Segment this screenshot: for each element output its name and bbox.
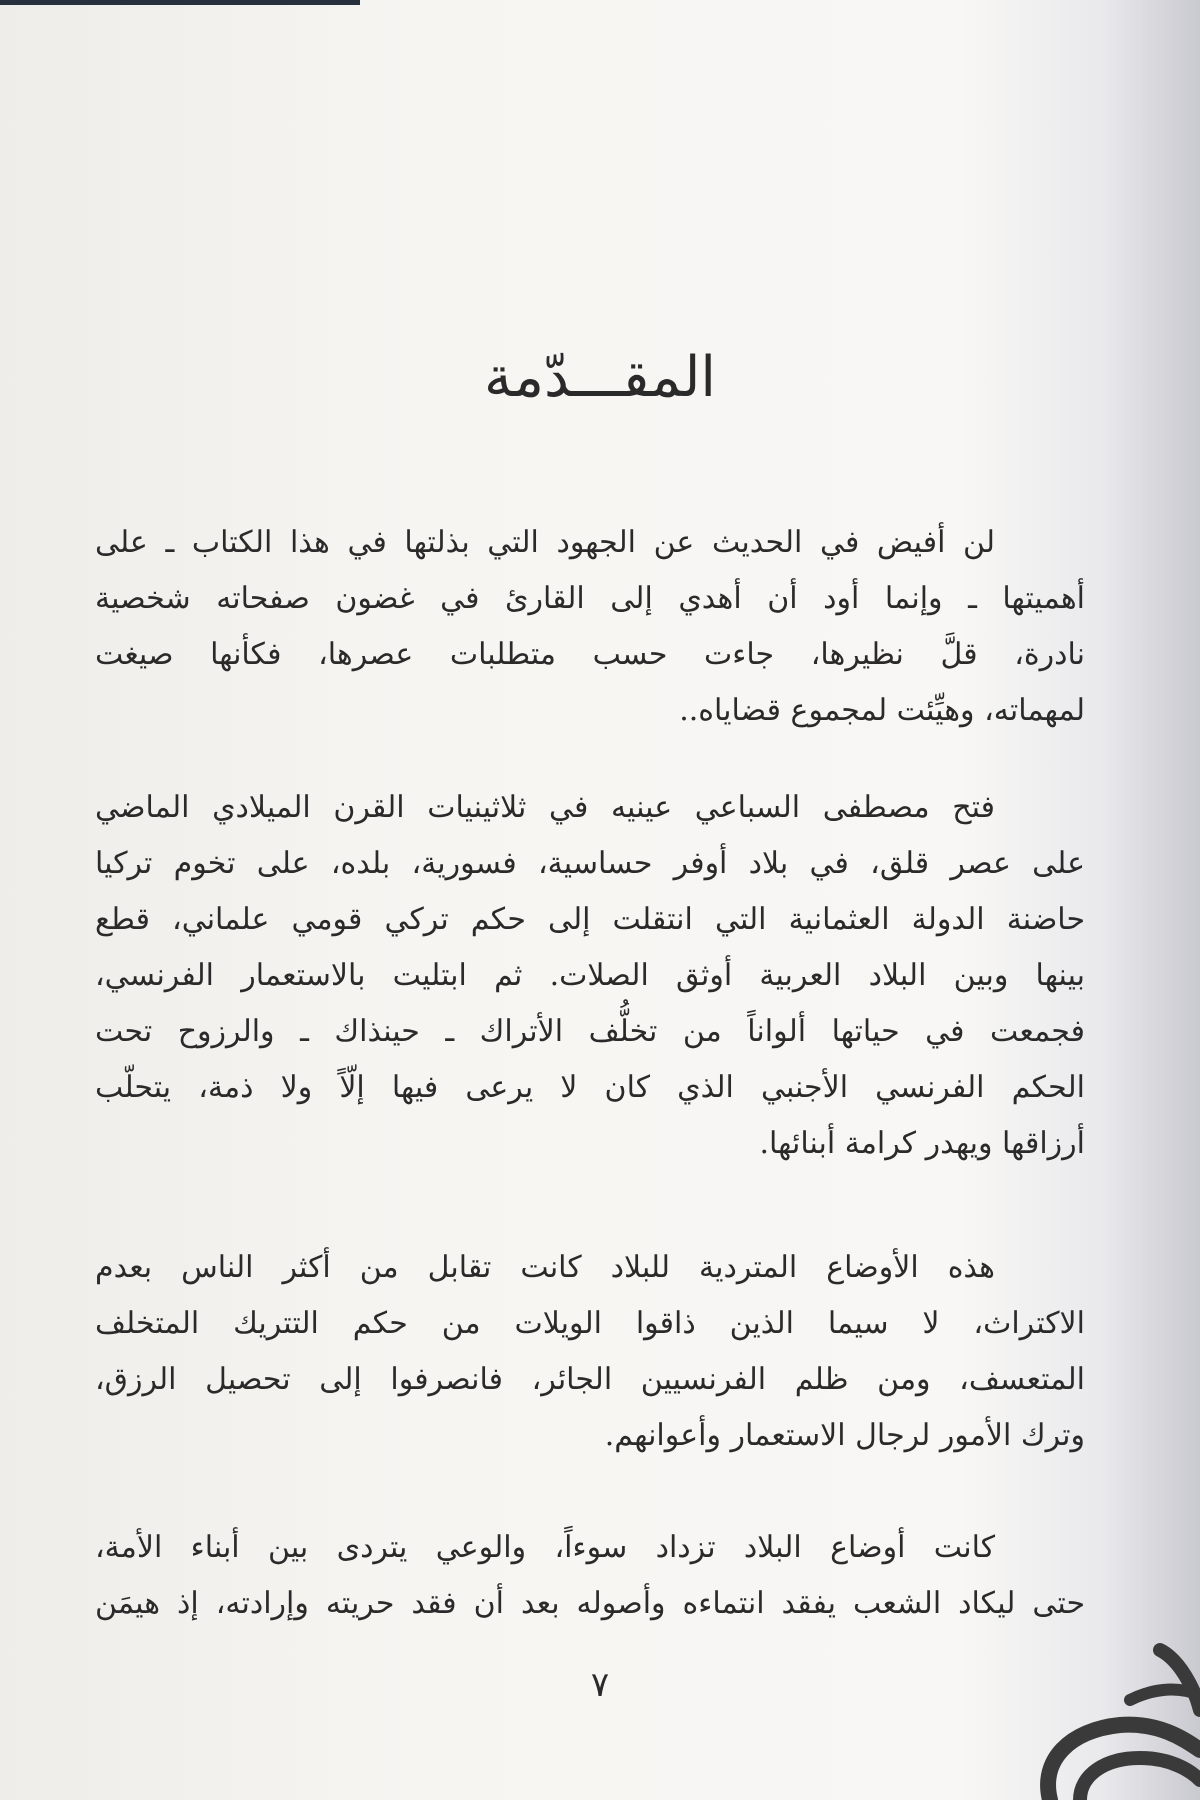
paragraph-1 bbox=[95, 515, 1085, 739]
text-line: بينها وبين البلاد العربية أوثق الصلات. ثم ابتليت بالاستعمار الفرنسي، bbox=[95, 958, 1085, 993]
page-number: ٧ bbox=[590, 1665, 610, 1705]
paragraph-3 bbox=[95, 1240, 1085, 1464]
text-line: لمهماته، وهيِّئت لمجموع قضاياه.. bbox=[679, 693, 1085, 728]
corner-logo-stamp bbox=[1010, 1630, 1200, 1800]
text-line: على عصر قلق، في بلاد أوفر حساسية، فسورية، بلده، على تخوم تركيا bbox=[95, 846, 1085, 881]
text-line: حتى ليكاد الشعب يفقد انتماءه وأصوله بعد أن فقد حريته وإرادته، إذ هيمَن bbox=[95, 1586, 1085, 1621]
text-line: أرزاقها ويهدر كرامة أبنائها. bbox=[759, 1126, 1085, 1161]
text-line: هذه الأوضاع المتردية للبلاد كانت تقابل من أكثر الناس بعدم bbox=[95, 1250, 995, 1285]
paragraph-4 bbox=[95, 1520, 1085, 1632]
text-line: أهميتها ـ وإنما أود أن أهدي إلى القارئ في غضون صفحاته شخصية bbox=[95, 581, 1085, 616]
chapter-title: المقـــدّمة bbox=[484, 345, 716, 410]
text-line: لن أفيض في الحديث عن الجهود التي بذلتها في هذا الكتاب ـ على bbox=[95, 525, 995, 560]
text-line: وترك الأمور لرجال الاستعمار وأعوانهم. bbox=[604, 1418, 1085, 1453]
paragraph-2 bbox=[95, 780, 1085, 1172]
text-line: حاضنة الدولة العثمانية التي انتقلت إلى حكم تركي قومي علماني، قطع bbox=[95, 902, 1085, 937]
text-line: المتعسف، ومن ظلم الفرنسيين الجائر، فانصرفوا إلى تحصيل الرزق، bbox=[95, 1362, 1085, 1397]
text-line: نادرة، قلَّ نظيرها، جاءت حسب متطلبات عصرها، فكأنها صيغت bbox=[95, 637, 1085, 672]
text-line: الاكتراث، لا سيما الذين ذاقوا الويلات من حكم التتريك المتخلف bbox=[95, 1306, 1085, 1341]
text-line: فتح مصطفى السباعي عينيه في ثلاثينيات القرن الميلادي الماضي bbox=[95, 790, 995, 825]
text-line: الحكم الفرنسي الأجنبي الذي كان لا يرعى فيها إلّاً ولا ذمة، يتحلّب bbox=[95, 1070, 1085, 1105]
text-line: فجمعت في حياتها ألواناً من تخلُّف الأتراك ـ حينذاك ـ والرزوح تحت bbox=[95, 1014, 1085, 1049]
top-edge-shadow bbox=[0, 0, 360, 5]
text-line: كانت أوضاع البلاد تزداد سوءاً، والوعي يتردى بين أبناء الأمة، bbox=[95, 1530, 995, 1565]
